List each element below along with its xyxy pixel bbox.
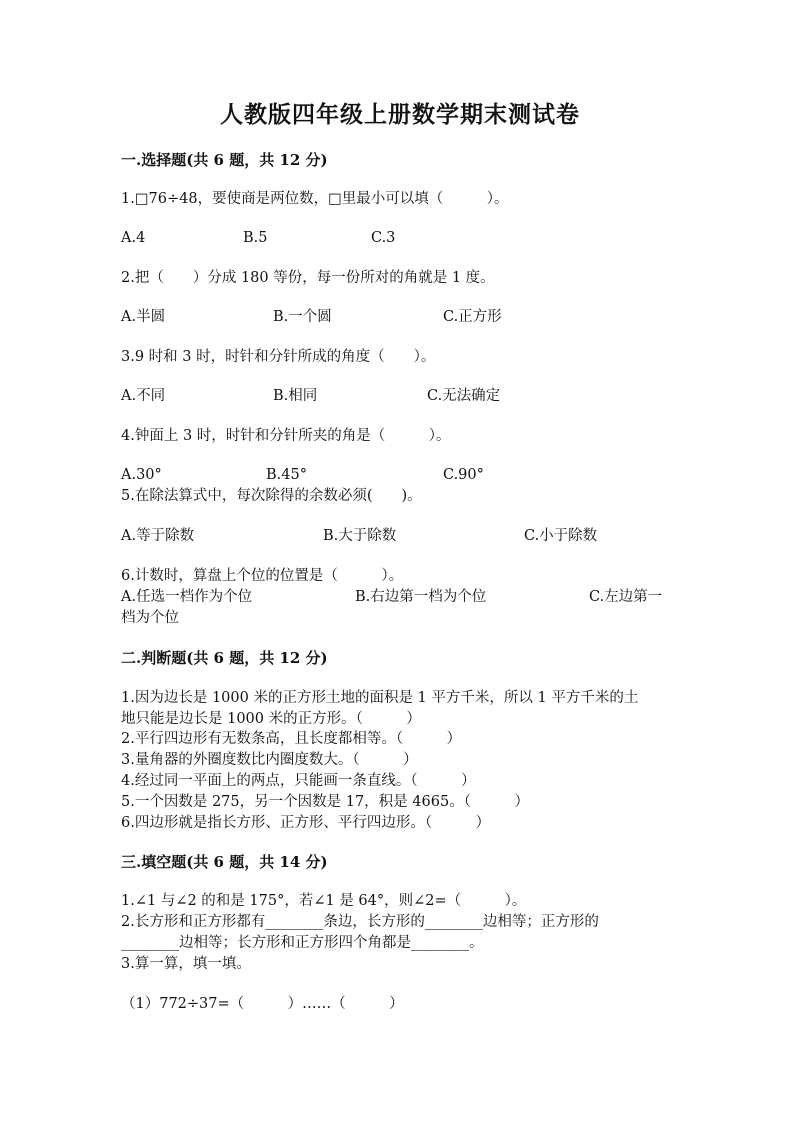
- option-a: A.不同: [121, 388, 166, 404]
- option-a: A.任选一档作为个位: [121, 589, 253, 605]
- option-c: C.90°: [443, 467, 484, 483]
- sub-question: （1）772÷37=（ ）……（ ）: [121, 996, 404, 1012]
- list-item: 1.因为边长是 1000 米的正方形土地的面积是 1 平方千米，所以 1 平方千米的土: [121, 690, 639, 706]
- section-heading-choice: 一.选择题(共 6 题，共 12 分): [121, 151, 328, 169]
- page-title: 人教版四年级上册数学期末测试卷: [220, 101, 580, 128]
- option-a: A.半圆: [121, 309, 166, 325]
- list-item: 2.平行四边形有无数条高，且长度都相等。（ ）: [121, 731, 462, 747]
- section-heading-judgement: 二.判断题(共 6 题，共 12 分): [121, 649, 328, 667]
- option-c-continued: 档为个位: [121, 610, 179, 626]
- question-text: 5.在除法算式中，每次除得的余数必须( )。: [121, 488, 422, 504]
- option-c: C.小于除数: [524, 528, 598, 544]
- question-text: 4.钟面上 3 时，时针和分针所夹的角是（ ）。: [121, 428, 451, 444]
- option-c: C.3: [371, 230, 396, 246]
- section-heading-fill: 三.填空题(共 6 题，共 14 分): [121, 853, 328, 871]
- option-a: A.等于除数: [121, 528, 195, 544]
- option-b: B.一个圆: [273, 309, 332, 325]
- option-c: C.正方形: [443, 309, 502, 325]
- list-item: 3.量角器的外圈度数比内圈度数大。（ ）: [121, 752, 418, 768]
- option-a: A.30°: [121, 467, 162, 483]
- list-item: 1.∠1 与∠2 的和是 175°，若∠1 是 64°，则∠2=（ ）。: [121, 893, 527, 909]
- option-b: B.5: [243, 230, 268, 246]
- option-b: B.大于除数: [323, 528, 397, 544]
- list-item: 2.长方形和正方形都有________条边，长方形的________边相等；正方形的: [121, 914, 599, 930]
- list-item: 地只能是边长是 1000 米的正方形。（ ）: [121, 711, 421, 727]
- option-b: B.相同: [273, 388, 318, 404]
- option-a: A.4: [121, 230, 146, 246]
- question-text: 2.把（ ）分成 180 等份，每一份所对的角就是 1 度。: [121, 270, 495, 286]
- question-text: 6.计数时，算盘上个位的位置是（ ）。: [121, 568, 404, 584]
- question-text: 3.9 时和 3 时，时针和分针所成的角度（ ）。: [121, 349, 436, 365]
- list-item: 3.算一算，填一填。: [121, 956, 251, 972]
- option-c: C.无法确定: [427, 388, 501, 404]
- list-item: 6.四边形就是指长方形、正方形、平行四边形。（ ）: [121, 815, 491, 831]
- list-item: ________边相等；长方形和正方形四个角都是________。: [121, 935, 484, 951]
- list-item: 5.一个因数是 275，另一个因数是 17，积是 4665。（ ）: [121, 794, 529, 810]
- option-c: C.左边第一: [589, 589, 663, 605]
- list-item: 4.经过同一平面上的两点，只能画一条直线。（ ）: [121, 773, 476, 789]
- option-b: B.右边第一档为个位: [355, 589, 487, 605]
- question-text: 1.□76÷48，要使商是两位数，□里最小可以填（ ）。: [121, 191, 509, 207]
- option-b: B.45°: [266, 467, 307, 483]
